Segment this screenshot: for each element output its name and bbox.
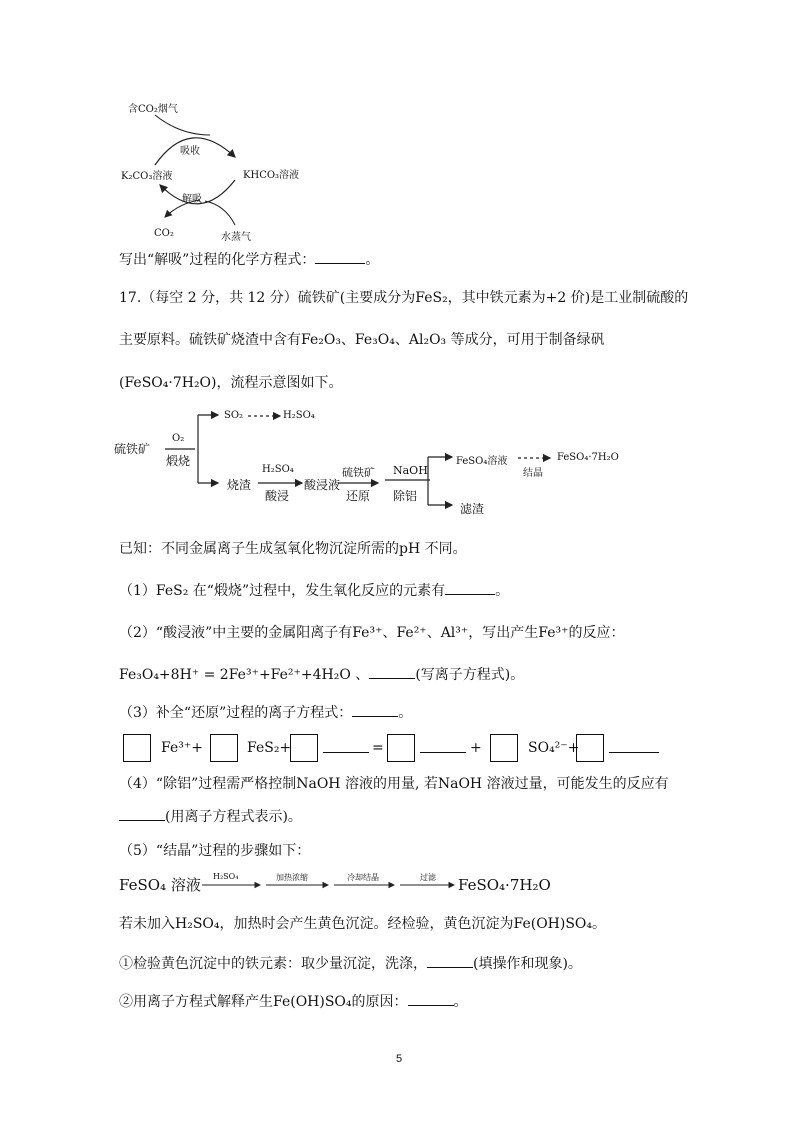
flow-residue: 滤渣 <box>460 502 485 516</box>
q5a-line: 若未加入H₂SO₄，加热时会产生黄色沉淀。经检验，黄色沉淀为Fe(OH)SO₄。 <box>119 916 607 932</box>
coef-box[interactable] <box>490 734 518 762</box>
flow-lines <box>110 405 650 525</box>
cryst-s4: 过滤 <box>420 873 436 882</box>
answer-blank[interactable] <box>119 820 165 821</box>
flow-h2so4-mid: H₂SO₄ <box>262 464 294 475</box>
answer-blank[interactable] <box>427 967 473 968</box>
q4b-text: (用离子方程式表示)。 <box>165 809 302 825</box>
species-blank[interactable] <box>420 752 466 753</box>
answer-blank[interactable] <box>408 1005 454 1006</box>
q16-tail-line: 写出“解吸”过程的化学方程式： 。 <box>119 252 380 268</box>
q2b-tail: (写离子方程式)。 <box>415 667 525 683</box>
flow-crystal: 结晶 <box>523 468 543 479</box>
q17-line1: 17.（每空 2 分，共 12 分）硫铁矿(主要成分为FeS₂，其中铁元素为+2 价)是工业制硫酸的 <box>119 290 689 306</box>
q2a-line: （2）“酸浸液”中主要的金属阳离子有Fe³⁺、Fe²⁺、Al³⁺，写出产生Fe³⁺的反应： <box>119 625 625 641</box>
cycle-right: KHCO₃溶液 <box>243 170 300 181</box>
flow-o2: O₂ <box>172 433 185 444</box>
q17-line3: (FeSO₄·7H₂O)，流程示意图如下。 <box>119 375 343 391</box>
flow-slag: 烧渣 <box>227 478 252 492</box>
coef-box[interactable] <box>123 734 151 762</box>
flow-calcine: 煅烧 <box>166 454 191 468</box>
eq-so4: SO₄²⁻+ <box>528 740 580 756</box>
q3-text: （3）补全“还原”过程的离子方程式： <box>119 705 353 721</box>
q2b-text: Fe₃O₄+8H⁺ = 2Fe³⁺+Fe²⁺+4H₂O 、 <box>119 667 370 683</box>
answer-blank[interactable] <box>315 263 365 264</box>
flow-start: 硫铁矿 <box>114 442 151 456</box>
answer-blank[interactable] <box>352 716 398 717</box>
q5b-tail: (填操作和现象)。 <box>473 956 582 972</box>
flow-remove-al: 除铝 <box>393 489 418 503</box>
q5b-text: ①检验黄色沉淀中的铁元素：取少量沉淀，洗涤， <box>119 956 427 972</box>
flow-so2: SO₂ <box>224 410 244 421</box>
q5c-text: ②用离子方程式解释产生Fe(OH)SO₄的原因： <box>119 994 408 1010</box>
flow-product: FeSO₄·7H₂O <box>557 452 619 463</box>
cycle-absorb: 吸收 <box>180 146 200 157</box>
coef-box[interactable] <box>387 734 415 762</box>
eq-plus: + <box>470 740 482 756</box>
flow-leachate: 酸浸液 <box>304 478 341 492</box>
cryst-start: FeSO₄ 溶液 <box>119 876 201 894</box>
eq-fe3: Fe³⁺+ <box>161 740 203 756</box>
eq-equals: = <box>372 740 384 756</box>
coef-box[interactable] <box>576 734 604 762</box>
coef-box[interactable] <box>210 734 238 762</box>
flow-feso4-sol: FeSO₄溶液 <box>456 456 508 467</box>
cryst-end: FeSO₄·7H₂O <box>458 876 551 894</box>
q5b-line <box>119 955 582 973</box>
q1-text: （1）FeS₂ 在“煅烧”过程中，发生氧化反应的元素有 <box>119 583 446 599</box>
q1-line: （1）FeS₂ 在“煅烧”过程中，发生氧化反应的元素有 。 <box>119 583 510 599</box>
flow-acid-leach: 酸浸 <box>265 489 290 503</box>
cycle-left: K₂CO₃溶液 <box>121 171 173 182</box>
page-number: 5 <box>396 1053 403 1065</box>
q17-line2: 主要原料。硫铁矿烧渣中含有Fe₂O₃、Fe₃O₄、Al₂O₃ 等成分，可用于制备绿矾 <box>119 332 605 348</box>
eq-fes2: FeS₂+ <box>247 740 292 756</box>
q4b-line <box>119 808 302 826</box>
flow-reduce: 还原 <box>346 489 371 503</box>
species-blank[interactable] <box>609 752 659 753</box>
cryst-s3: 冷却结晶 <box>347 873 379 882</box>
q3-line: （3）补全“还原”过程的离子方程式： 。 <box>119 705 413 721</box>
cryst-s1: H₂SO₄ <box>213 872 239 881</box>
coef-box[interactable] <box>290 734 318 762</box>
answer-blank[interactable] <box>369 678 415 679</box>
flow-pyrite: 硫铁矿 <box>342 466 375 479</box>
flow-naoh: NaOH <box>393 464 428 477</box>
known-line: 已知：不同金属离子生成氢氧化物沉淀所需的pH 不同。 <box>119 541 467 557</box>
cycle-co2: CO₂ <box>154 228 174 239</box>
q16-tail-text: 写出“解吸”过程的化学方程式： <box>119 252 316 268</box>
flow-h2so4-top: H₂SO₄ <box>283 410 315 421</box>
q5c-line: ②用离子方程式解释产生Fe(OH)SO₄的原因： 。 <box>119 994 468 1010</box>
answer-blank[interactable] <box>445 594 495 595</box>
q2b-line <box>119 666 524 684</box>
cryst-s2: 加热浓缩 <box>276 873 308 882</box>
q5-line: （5）“结晶”过程的步骤如下： <box>119 843 311 859</box>
cycle-steam: 水蒸气 <box>221 232 251 243</box>
cycle-top-label: 含CO₂烟气 <box>128 104 178 115</box>
species-blank[interactable] <box>323 752 369 753</box>
q4a-line: （4）“除铝”过程需严格控制NaOH 溶液的用量, 若NaOH 溶液过量，可能发生的反应有 <box>119 776 669 792</box>
cycle-desorb: 解吸 <box>182 194 202 205</box>
